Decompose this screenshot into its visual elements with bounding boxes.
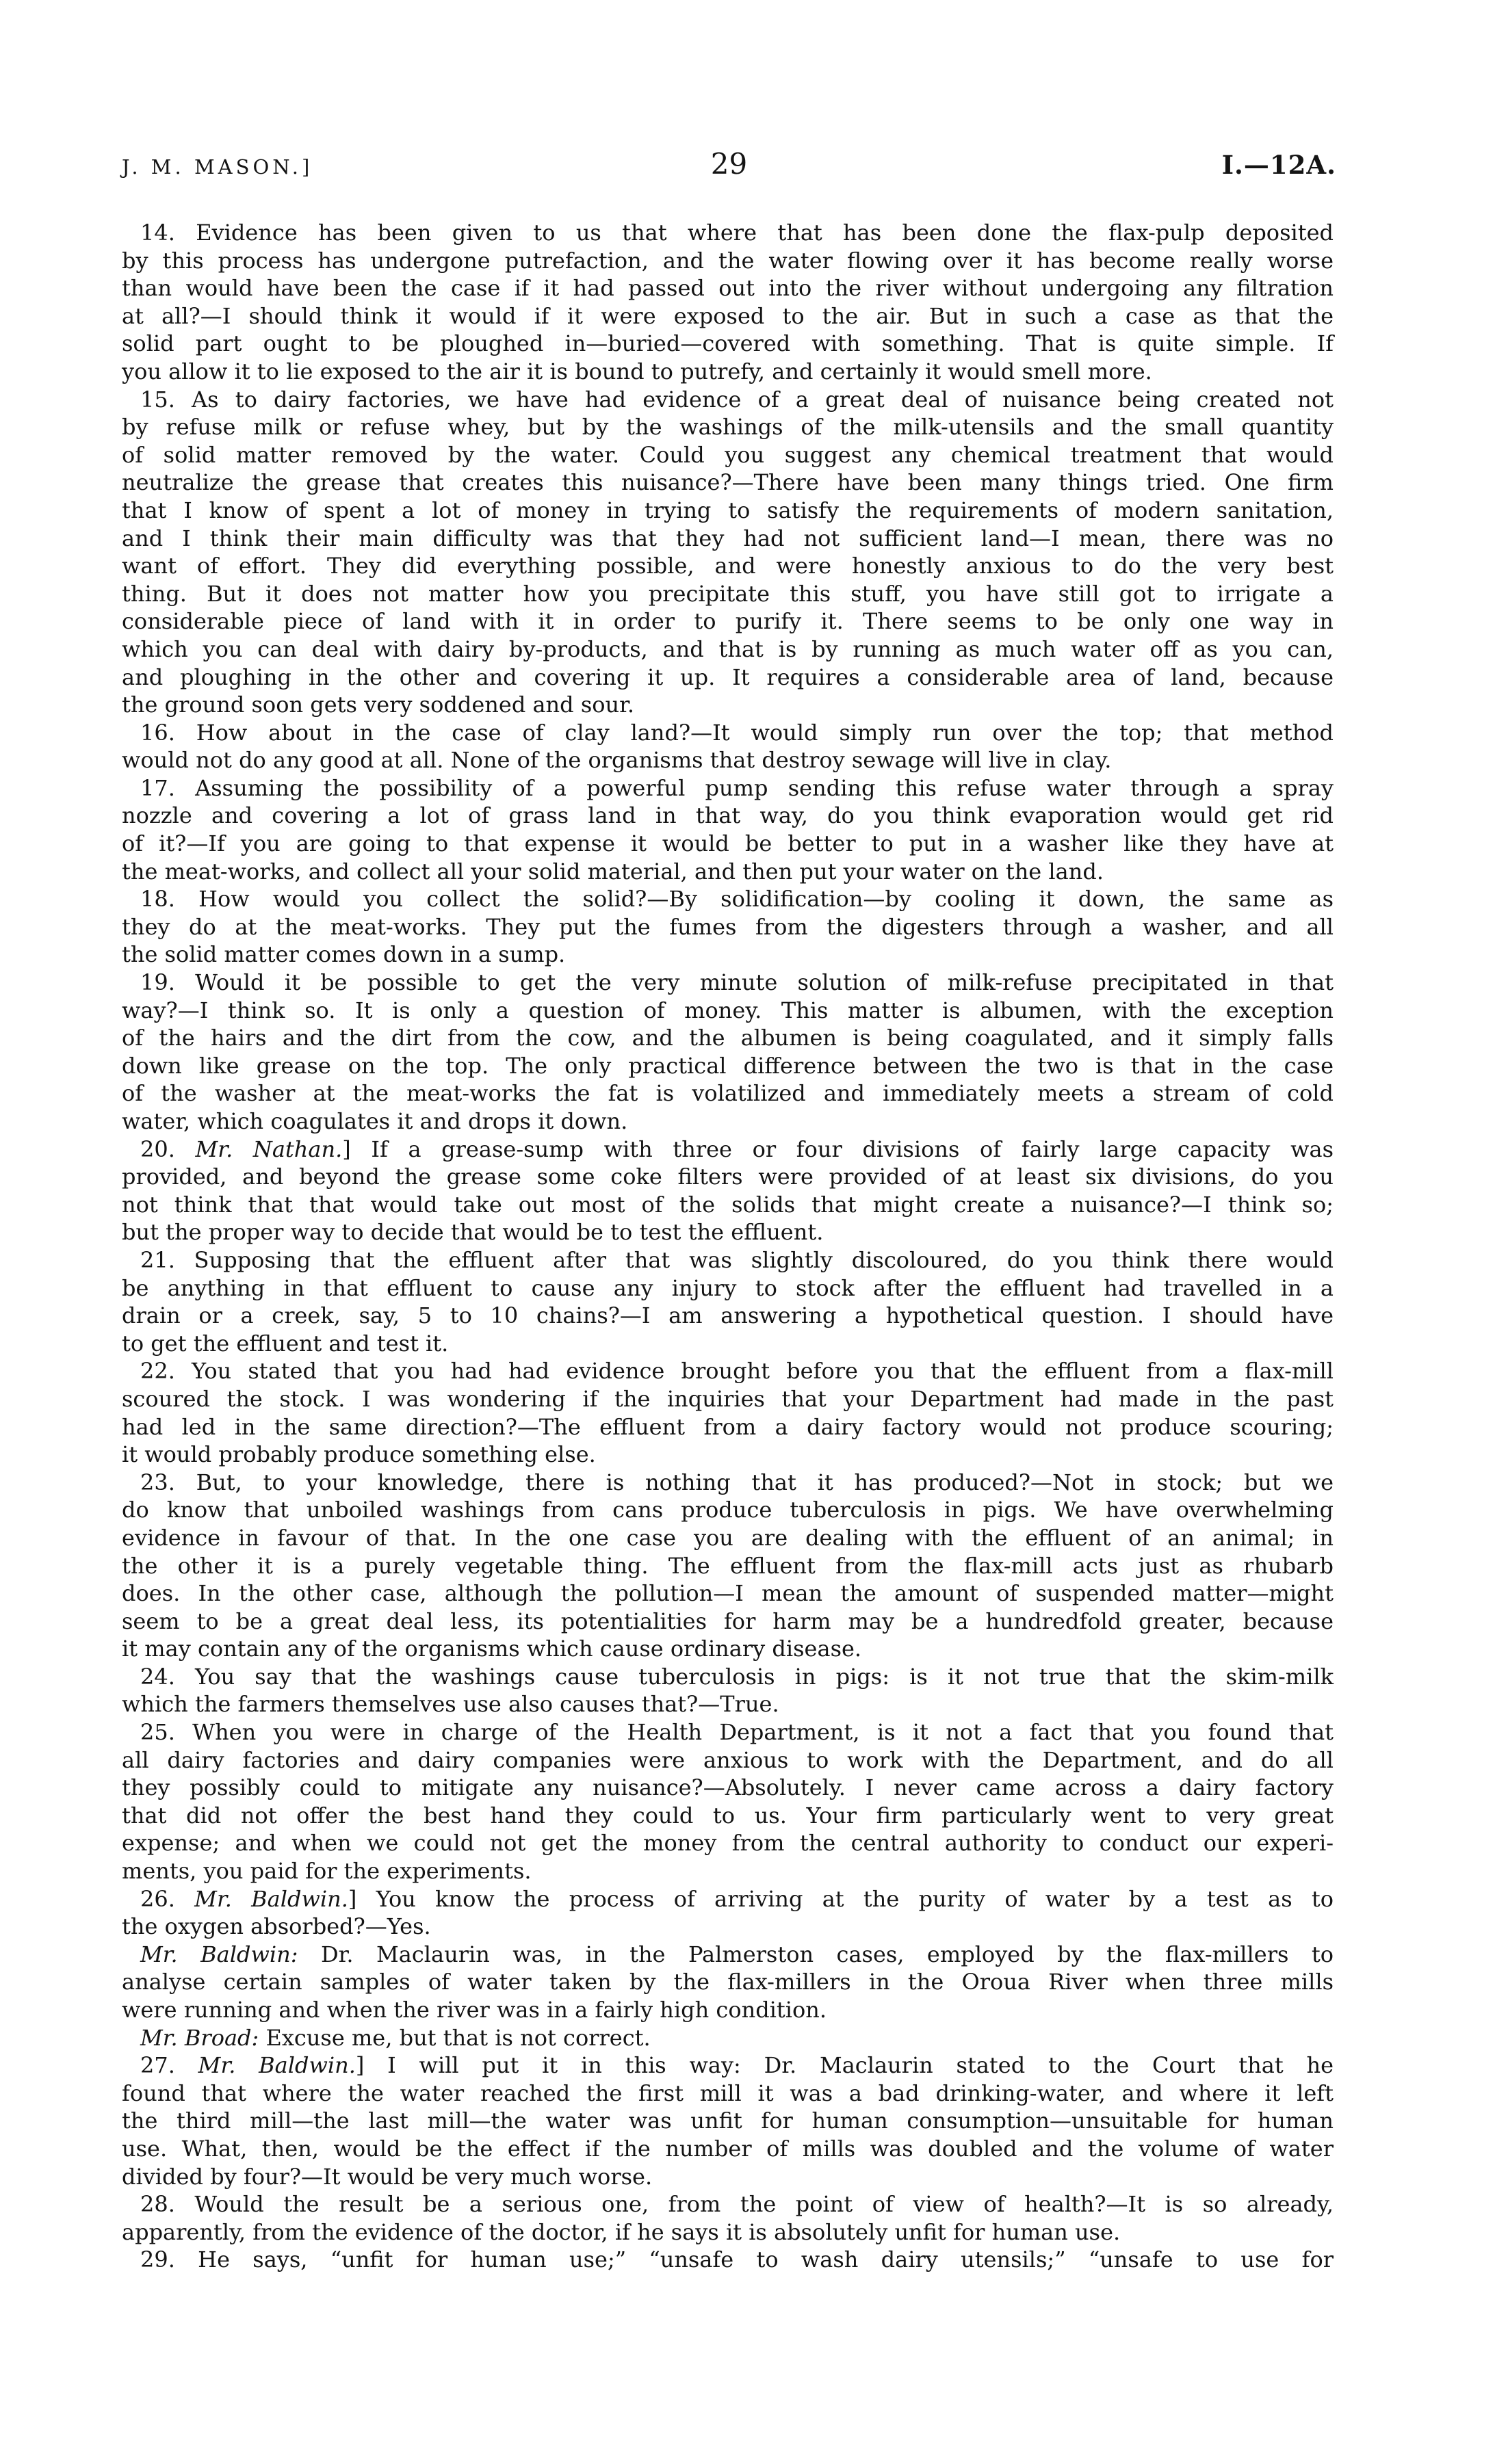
evidence-paragraph — [122, 2052, 1334, 2190]
text-run: seem to be a great deal less, its potentialities for harm may be a hundredfold greater, because — [122, 1608, 1334, 1634]
text-run: 22. You stated that you had had evidence brought before you that the effluent from a flax-mill — [140, 1358, 1334, 1385]
evidence-paragraph — [122, 969, 1334, 1136]
text-line — [122, 1357, 1334, 1385]
text-line — [122, 2190, 1334, 2218]
evidence-paragraph — [122, 885, 1334, 969]
evidence-paragraph — [122, 1941, 1334, 2024]
text-line — [122, 1857, 1334, 1885]
text-line — [122, 1913, 1334, 1941]
text-line — [122, 2135, 1334, 2163]
text-run: 18. How would you collect the solid?—By solidification—by cooling it down, the same as — [140, 886, 1334, 913]
text-line — [122, 552, 1334, 580]
text-run: evidence in favour of that. In the one case you are dealing with the effluent of an animal; in — [122, 1524, 1334, 1551]
text-run: 29. He says, “unfit for human use;” “unsafe to wash dairy utensils;” “unsafe to use for — [140, 2246, 1334, 2273]
text-run: 20. — [140, 1136, 196, 1162]
page-number: 29 — [710, 147, 748, 181]
text-run: not think that that would take out most of the solids that might create a nuisance?—I think so; — [122, 1191, 1334, 1218]
text-run: of solid matter removed by the water. Could you suggest any chemical treatment that would — [122, 441, 1334, 468]
text-line — [122, 885, 1334, 913]
text-run: 14. Evidence has been given to us that where that has been done the flax-pulp deposited — [140, 220, 1334, 246]
text-run: Dr. Maclaurin was, in the Palmerston cases, employed by the flax-millers to — [298, 1941, 1334, 1967]
text-run: it may contain any of the organisms which cause ordinary disease. — [122, 1636, 862, 1662]
text-line — [122, 1413, 1334, 1441]
text-run: 23. But, to your knowledge, there is nothing that it has produced?—Not in stock; but we — [140, 1469, 1334, 1495]
evidence-paragraph — [122, 1357, 1334, 1468]
text-line — [122, 1746, 1334, 1774]
text-run: that I know of spent a lot of money in trying to satisfy the requirements of modern sanitation, — [122, 497, 1334, 523]
evidence-paragraph — [122, 1718, 1334, 1885]
text-run: 17. Assuming the possibility of a powerful pump sending this refuse water through a spray — [140, 774, 1334, 801]
text-line — [122, 469, 1334, 497]
text-line — [122, 358, 1334, 386]
text-line — [122, 1024, 1334, 1052]
speaker-name: Mr. Baldwin. — [198, 2052, 356, 2079]
text-run: by this process has undergone putrefaction, and the water flowing over it has become really worse — [122, 247, 1334, 274]
text-line — [122, 274, 1334, 302]
text-line — [122, 2024, 1334, 2052]
text-run: drain or a creek, say, 5 to 10 chains?—I am answering a hypothetical question. I should have — [122, 1302, 1334, 1329]
text-run: found that where the water reached the first mill it was a bad drinking-water, and where it left — [122, 2080, 1334, 2106]
text-run: and ploughing in the other and covering it up. It requires a considerable area of land, because — [122, 664, 1334, 690]
text-line — [122, 330, 1334, 358]
text-line — [122, 1079, 1334, 1108]
text-line — [122, 1246, 1334, 1274]
evidence-paragraph — [122, 1469, 1334, 1663]
text-line — [122, 1718, 1334, 1746]
text-run: 24. You say that the washings cause tuberculosis in pigs: is it not true that the skim-milk — [140, 1663, 1334, 1690]
text-run: 25. When you were in charge of the Health Department, is it not a fact that you found that — [140, 1719, 1334, 1746]
text-line — [122, 1802, 1334, 1830]
text-line — [122, 1274, 1334, 1302]
text-run: apparently, from the evidence of the doctor, if he says it is absolutely unfit for human use. — [122, 2218, 1121, 2245]
text-run: it would probably produce something else. — [122, 1441, 596, 1468]
speaker-name: Mr. Baldwin: — [140, 1941, 298, 1967]
text-run: analyse certain samples of water taken by the flax-millers in the Oroua River when three mills — [122, 1969, 1334, 1995]
text-line — [122, 1441, 1334, 1469]
text-run: the meat-works, and collect all your solid material, and then put your water on the land. — [122, 858, 1104, 884]
text-run: use. What, then, would be the effect if the number of mills was doubled and the volume of water — [122, 2135, 1334, 2162]
document-reference: I.—12A. — [1221, 150, 1336, 180]
text-run: to get the effluent and test it. — [122, 1330, 449, 1356]
text-line — [122, 1580, 1334, 1608]
text-line — [122, 746, 1334, 774]
text-run: down like grease on the top. The only practical difference between the two is that in the case — [122, 1052, 1334, 1079]
text-run: thing. But it does not matter how you precipitate this stuff, you have still got to irrigate a — [122, 580, 1334, 607]
text-run: you allow it to lie exposed to the air it is bound to putrefy, and certainly it would smell more. — [122, 358, 1152, 384]
running-header — [122, 146, 1336, 182]
evidence-paragraph — [122, 1663, 1334, 1718]
text-line — [122, 1052, 1334, 1080]
text-run: at all?—I should think it would if it were exposed to the air. But in such a case as that the — [122, 302, 1334, 329]
evidence-paragraph — [122, 2190, 1334, 2246]
text-run: provided, and beyond the grease some coke filters were provided of at least six divisions, do you — [122, 1164, 1334, 1190]
text-line — [122, 2080, 1334, 2108]
text-run: 19. Would it be possible to get the very minute solution of milk-refuse precipitated in that — [140, 969, 1334, 996]
text-run: had led in the same direction?—The effluent from a dairy factory would not produce scouring; — [122, 1413, 1334, 1440]
text-run: ] I will put it in this way: Dr. Maclaurin stated to the Court that he — [355, 2052, 1334, 2079]
text-run: were running and when the river was in a fairly high condition. — [122, 1997, 827, 2023]
text-line — [122, 1552, 1334, 1580]
text-run: neutralize the grease that creates this nuisance?—There have been many things tried. One firm — [122, 469, 1334, 496]
text-run: the third mill—the last mill—the water was unfit for human consumption—unsuitable for human — [122, 2108, 1334, 2134]
text-run: 16. How about in the case of clay land?—It would simply run over the top; that method — [140, 719, 1334, 746]
text-run: nozzle and covering a lot of grass land in that way, do you think evaporation would get rid — [122, 802, 1334, 829]
evidence-paragraph — [122, 719, 1334, 774]
text-line — [122, 1330, 1334, 1358]
text-run: which you can deal with dairy by-products, and that is by running as much water off as you can, — [122, 635, 1334, 662]
text-run: scoured the stock. I was wondering if the inquiries that your Department had made in the past — [122, 1385, 1334, 1412]
text-run: 27. — [140, 2052, 198, 2079]
text-line — [122, 802, 1334, 830]
evidence-paragraph — [122, 2024, 1334, 2052]
text-line — [122, 997, 1334, 1025]
text-run: considerable piece of land with it in order to purify it. There seems to be only one way in — [122, 608, 1334, 635]
evidence-body — [122, 219, 1334, 2274]
speaker-name: Mr. Nathan. — [195, 1136, 343, 1162]
text-line — [122, 219, 1334, 247]
text-run: which the farmers themselves use also causes that?—True. — [122, 1691, 779, 1718]
text-line — [122, 830, 1334, 858]
text-run: the other it is a purely vegetable thing. The effluent from the flax-mill acts just as rhubarb — [122, 1552, 1334, 1579]
text-line — [122, 1774, 1334, 1802]
text-run: they do at the meat-works. They put the fumes from the digesters through a washer, and all — [122, 913, 1334, 940]
text-run: 26. — [140, 1885, 195, 1912]
text-run: want of effort. They did everything possible, and were honestly anxious to do the very best — [122, 553, 1334, 579]
text-run: expense; and when we could not get the money from the central authority to conduct our experi- — [122, 1830, 1334, 1857]
text-run: ments, you paid for the experiments. — [122, 1858, 532, 1885]
speaker-name: Mr. Broad: — [140, 2024, 259, 2051]
text-line — [122, 1496, 1334, 1524]
text-run: that did not offer the best hand they could to us. Your firm particularly went to very great — [122, 1802, 1334, 1829]
text-line — [122, 2107, 1334, 2135]
text-line — [122, 1191, 1334, 1219]
text-line — [122, 969, 1334, 997]
text-run: and I think their main difficulty was that they had not sufficient land—I mean, there was no — [122, 525, 1334, 551]
evidence-paragraph — [122, 1246, 1334, 1357]
text-run: would not do any good at all. None of the organisms that destroy sewage will live in clay. — [122, 747, 1112, 774]
text-run: the oxygen absorbed?—Yes. — [122, 1913, 431, 1940]
text-run: ] If a grease-sump with three or four divisions of fairly large capacity was — [342, 1136, 1334, 1162]
text-line — [122, 1829, 1334, 1857]
text-line — [122, 1608, 1334, 1636]
text-run: do know that unboiled washings from cans produce tuberculosis in pigs. We have overwhelming — [122, 1497, 1334, 1523]
text-line — [122, 1163, 1334, 1191]
text-line — [122, 1996, 1334, 2024]
text-run: than would have been the case if it had passed out into the river without undergoing any filtration — [122, 275, 1334, 302]
text-run: the solid matter comes down in a sump. — [122, 941, 566, 968]
text-run: does. In the other case, although the pollution—I mean the amount of suspended matter—might — [122, 1580, 1334, 1607]
text-line — [122, 774, 1334, 802]
text-run: the ground soon gets very soddened and sour. — [122, 692, 635, 718]
text-line — [122, 2052, 1334, 2080]
text-run: of the hairs and the dirt from the cow, and the albumen is being coagulated, and it simply falls — [122, 1025, 1334, 1051]
text-line — [122, 635, 1334, 664]
text-line — [122, 1635, 1334, 1663]
text-line — [122, 1218, 1334, 1246]
text-line — [122, 691, 1334, 719]
text-run: divided by four?—It would be very much worse. — [122, 2163, 653, 2190]
evidence-paragraph — [122, 386, 1334, 719]
text-line — [122, 1136, 1334, 1164]
text-line — [122, 302, 1334, 330]
speaker-name: Mr. Baldwin. — [194, 1885, 348, 1912]
text-run: solid part ought to be ploughed in—buried—covered with something. That is quite simple. If — [122, 330, 1334, 357]
text-line — [122, 413, 1334, 441]
text-run: by refuse milk or refuse whey, but by the washings of the milk-utensils and the small quantity — [122, 414, 1334, 441]
text-line — [122, 1108, 1334, 1136]
text-line — [122, 1385, 1334, 1413]
text-run: be anything in that effluent to cause any injury to stock after the effluent had travelled in a — [122, 1274, 1334, 1301]
text-line — [122, 441, 1334, 469]
text-run: of the washer at the meat-works the fat is volatilized and immediately meets a stream of cold — [122, 1080, 1334, 1107]
text-run: Excuse me, but that is not correct. — [259, 2024, 651, 2051]
text-line — [122, 1885, 1334, 1913]
text-line — [122, 1690, 1334, 1718]
text-line — [122, 1524, 1334, 1552]
text-run: of it?—If you are going to that expense it would be better to put in a washer like they have at — [122, 830, 1334, 857]
evidence-paragraph — [122, 1136, 1334, 1246]
text-run: 28. Would the result be a serious one, from the point of view of health?—It is so already, — [140, 2191, 1334, 2218]
evidence-paragraph — [122, 774, 1334, 885]
text-line — [122, 941, 1334, 969]
evidence-paragraph — [122, 219, 1334, 386]
text-line — [122, 497, 1334, 525]
text-line — [122, 913, 1334, 941]
text-line — [122, 2163, 1334, 2191]
text-run: way?—I think so. It is only a question of money. This matter is albumen, with the exception — [122, 997, 1334, 1023]
witness-name: J. M. MASON.] — [122, 155, 313, 179]
text-run: water, which coagulates it and drops it down. — [122, 1108, 628, 1134]
text-line — [122, 1663, 1334, 1691]
text-run: ] You know the process of arriving at the purity of water by a test as to — [348, 1885, 1334, 1912]
text-line — [122, 719, 1334, 747]
text-run: 15. As to dairy factories, we have had evidence of a great deal of nuisance being created not — [140, 386, 1334, 412]
text-line — [122, 2246, 1334, 2274]
text-line — [122, 247, 1334, 275]
text-line — [122, 386, 1334, 414]
text-line — [122, 1941, 1334, 1969]
text-line — [122, 1469, 1334, 1497]
text-run: they possibly could to mitigate any nuisance?—Absolutely. I never came across a dairy factory — [122, 1774, 1334, 1801]
text-line — [122, 664, 1334, 692]
text-line — [122, 1968, 1334, 1996]
text-line — [122, 607, 1334, 635]
text-line — [122, 525, 1334, 553]
text-run: but the proper way to decide that would be to test the effluent. — [122, 1219, 824, 1246]
text-run: all dairy factories and dairy companies were anxious to work with the Department, and do all — [122, 1746, 1334, 1773]
text-line — [122, 2218, 1334, 2246]
text-run: 21. Supposing that the effluent after that was slightly discoloured, do you think there would — [140, 1246, 1334, 1273]
evidence-paragraph — [122, 1885, 1334, 1941]
text-line — [122, 858, 1334, 886]
evidence-paragraph — [122, 2246, 1334, 2274]
text-line — [122, 1302, 1334, 1330]
text-line — [122, 580, 1334, 608]
